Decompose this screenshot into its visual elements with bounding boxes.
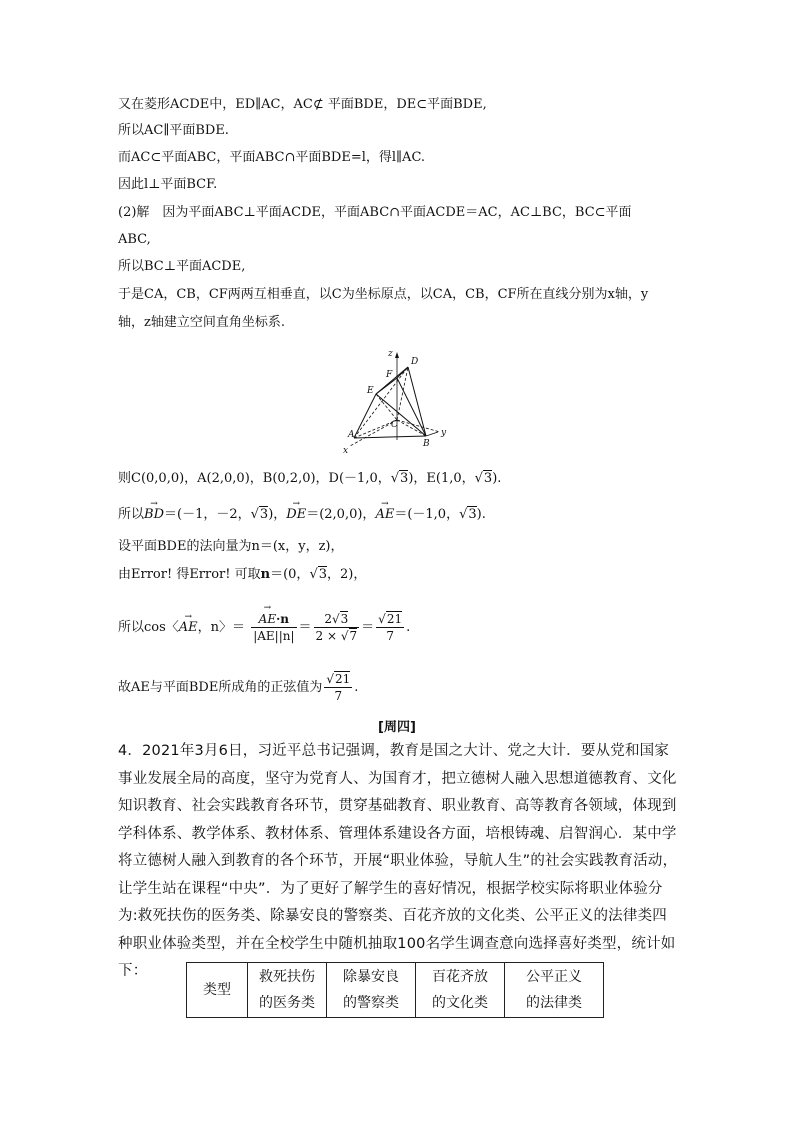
label-z: z xyxy=(388,349,393,359)
label-A: A xyxy=(348,430,355,440)
label-F: F xyxy=(386,370,393,380)
survey-table xyxy=(186,962,604,1018)
conclusion-fraction: $\frac{√21}{7}$ xyxy=(326,672,351,703)
solution-line-4: 因此l⊥平面BCF. xyxy=(118,177,218,192)
vector-bd: → BD xyxy=(144,506,164,524)
label-C: C xyxy=(391,420,398,430)
normal-vector-line: 设平面BDE的法向量为n＝(x，y，z)， xyxy=(118,539,344,554)
cosine-fraction-1: → $\frac{AE\cdot n}{|AE||n|}$ xyxy=(251,611,296,644)
table-cell: 公平正义 的法律类 xyxy=(505,963,604,1018)
conclusion-line: 故AE与平面BDE所成角的正弦值为 $\frac{√21}{7}$ . xyxy=(118,672,359,703)
solution-line-7: 所以BC⊥平面ACDE, xyxy=(118,259,246,274)
solution-line-8: 于是CA，CB，CF两两互相垂直，以C为坐标原点，以CA，CB，CF所在直线分别为x轴，y xyxy=(118,287,649,302)
label-B: B xyxy=(423,439,430,449)
vector-de: → DE xyxy=(286,506,306,524)
problem-4-text: 4．2021年3月6日，习近平总书记强调，教育是国之大计、党之大计．要从党和国家事业发展全局的高度，坚守为党育人、为国育才，把立德树人融入思想道德教育、文化知识教育、社会实践教育各环节，贯穿基础教育、职业教育、高等教育各领域，体现到学科体系、教学体系、教材体系、管理体系建设各方面，培根铸魂、启智润心．某中学将立德树人融入到教育的各个环节，开展“职业体验，导航人生”的社会实践教育活动，让学生站在课程“中央”．为了更好了解学生的喜好情况，根据学校实际将职业体验分为:救死扶伤的医务类、除暴安良的警察类、百花齐放的文化类、公平正义的法律类四种职业体验类型，并在全校学生中随机抽取100名学生调查意向选择喜好类型，统计如下： xyxy=(118,743,678,979)
table-cell: 救死扶伤 的医务类 xyxy=(248,963,327,1018)
solution-line-9: 轴，z轴建立空间直角坐标系. xyxy=(118,315,285,330)
cosine-line: 所以cos〈→ AE，n〉＝ → $\frac{AE\cdot n}{|AE||n|}$ ＝ $\frac{2√3}{2 \times √7}$ ＝ $\frac{√21}{7}$ . xyxy=(118,598,410,658)
geometry-figure xyxy=(330,340,460,458)
solution-line-3: 而AC⊂平面ABC，平面ABC∩平面BDE=l，得l∥AC. xyxy=(118,150,426,165)
table-cell: 百花齐放 的文化类 xyxy=(416,963,505,1018)
label-x: x xyxy=(343,446,349,456)
label-E: E xyxy=(367,386,374,396)
solution-line-6: ABC, xyxy=(118,232,151,247)
cosine-fraction-3: $\frac{√21}{7}$ xyxy=(378,612,403,643)
table-header-cell: 类型 xyxy=(187,963,248,1018)
section-heading: [周四] xyxy=(378,720,416,735)
label-D: D xyxy=(411,357,419,367)
vectors-line: 所以→ BD＝(－1，－2，√3)，→ DE＝(2,0,0)，→ AE＝(－1,0，√3). xyxy=(118,506,486,524)
table-row xyxy=(187,963,604,1018)
coordinates-line: 则C(0,0,0)，A(2,0,0)，B(0,2,0)，D(－1,0，√3)，E(1,0，√3). xyxy=(118,471,502,486)
cosine-fraction-2: $\frac{2√3}{2 \times √7}$ xyxy=(315,612,358,643)
vector-ae: → AE xyxy=(375,506,394,524)
solution-line-5: (2)解 因为平面ABC⊥平面ACDE，平面ABC∩平面ACDE＝AC，AC⊥BC，BC⊂平面 xyxy=(118,205,632,220)
label-y: y xyxy=(441,428,447,438)
error-line: 由Error! 得Error! 可取n＝(0，√3，2)， xyxy=(118,567,367,582)
table-cell: 除暴安良 的警察类 xyxy=(327,963,416,1018)
solution-line-2: 所以AC∥平面BDE. xyxy=(118,123,229,138)
solution-line-1: 又在菱形ACDE中，ED∥AC，AC⊄ 平面BDE，DE⊂平面BDE, xyxy=(118,97,487,112)
